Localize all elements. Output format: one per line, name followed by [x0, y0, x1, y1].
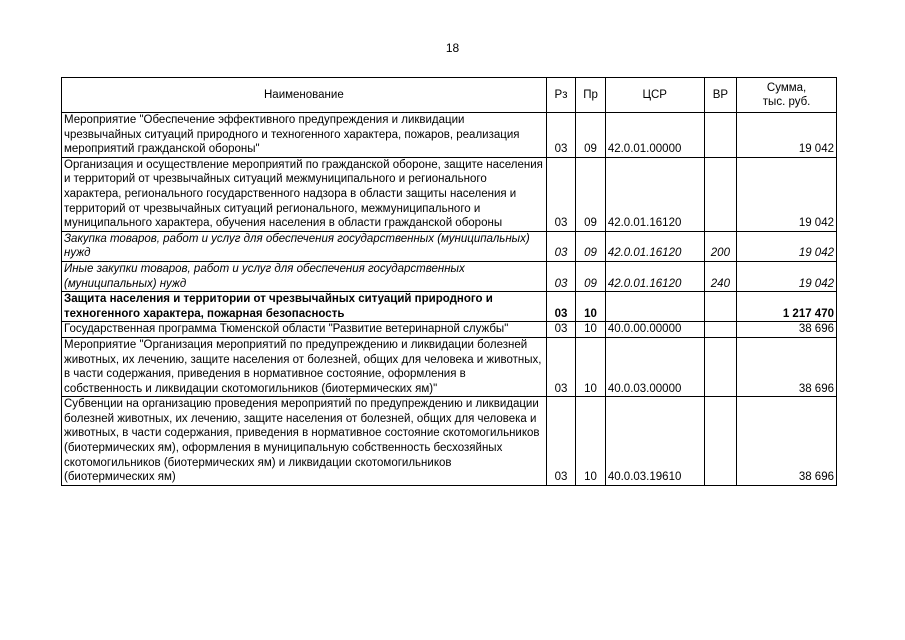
row-sum: 19 042 — [737, 113, 837, 158]
table-row — [62, 337, 837, 396]
row-vr — [704, 113, 737, 158]
row-vr: 200 — [704, 231, 737, 261]
table-row — [62, 397, 837, 486]
row-sum: 38 696 — [737, 322, 837, 338]
row-sum: 19 042 — [737, 157, 837, 231]
row-vr — [704, 337, 737, 396]
header-name: Наименование — [62, 78, 547, 113]
row-name: Организация и осуществление мероприятий по гражданской обороне, защите населения и территорий от чрезвычайных ситуаций межмуниципального и регионального характера, регионального государственного надзора в области защиты населения и территорий от чрезвычайных ситуаций регионального, межмуниципального и муниципального характера, обучения населения в области гражданской обороны — [62, 157, 547, 231]
budget-table — [61, 77, 837, 486]
row-sum: 19 042 — [737, 261, 837, 291]
row-vr — [704, 157, 737, 231]
row-rz: 03 — [546, 261, 576, 291]
row-csr — [605, 292, 704, 322]
row-pr: 10 — [576, 397, 606, 486]
row-csr: 40.0.00.00000 — [605, 322, 704, 338]
row-rz: 03 — [546, 292, 576, 322]
row-csr: 42.0.01.16120 — [605, 231, 704, 261]
row-sum: 1 217 470 — [737, 292, 837, 322]
row-name: Субвенции на организацию проведения мероприятий по предупреждению и ликвидации болезней животных, их лечению, защите населения от болезней, общих для человека и животных, в части содержания, приведения в нормативное состояние скотомогильников (биотермических ям), оформления в муниципальную собственность бесхозяйных скотомогильников (биотермических ям) и ликвидации скотомогильников (биотермических ям) — [62, 397, 547, 486]
row-pr: 09 — [576, 261, 606, 291]
row-csr: 40.0.03.19610 — [605, 397, 704, 486]
table-row — [62, 292, 837, 322]
header-sum — [737, 78, 837, 113]
row-csr: 42.0.01.00000 — [605, 113, 704, 158]
row-name: Государственная программа Тюменской области "Развитие ветеринарной службы" — [62, 322, 547, 338]
row-name: Закупка товаров, работ и услуг для обеспечения государственных (муниципальных) нужд — [62, 231, 547, 261]
page-number: 18 — [445, 41, 460, 55]
row-sum: 38 696 — [737, 337, 837, 396]
row-rz: 03 — [546, 157, 576, 231]
row-name: Мероприятие "Организация мероприятий по предупреждению и ликвидации болезней животных, их лечению, защите населения от болезней, общих для человека и животных, в части содержания, приведения в нормативное состояние, оформления в собственность и ликвидации скотомогильников (биотермических ям)" — [62, 337, 547, 396]
table-row — [62, 157, 837, 231]
row-vr: 240 — [704, 261, 737, 291]
table-row — [62, 231, 837, 261]
header-vr: ВР — [704, 78, 737, 113]
row-csr: 42.0.01.16120 — [605, 261, 704, 291]
row-pr: 09 — [576, 157, 606, 231]
row-name: Мероприятие "Обеспечение эффективного предупреждения и ликвидации чрезвычайных ситуаций природного и техногенного характера, пожаров, реализация мероприятий гражданской обороны" — [62, 113, 547, 158]
row-sum: 38 696 — [737, 397, 837, 486]
header-rz: Рз — [546, 78, 576, 113]
row-vr — [704, 292, 737, 322]
row-rz: 03 — [546, 231, 576, 261]
row-pr: 09 — [576, 113, 606, 158]
header-row — [62, 78, 837, 113]
row-pr: 10 — [576, 337, 606, 396]
row-pr: 10 — [576, 322, 606, 338]
row-pr: 10 — [576, 292, 606, 322]
row-rz: 03 — [546, 322, 576, 338]
table-row — [62, 113, 837, 158]
row-csr: 42.0.01.16120 — [605, 157, 704, 231]
row-rz: 03 — [546, 337, 576, 396]
header-csr: ЦСР — [605, 78, 704, 113]
table-row — [62, 322, 837, 338]
row-rz: 03 — [546, 113, 576, 158]
row-sum: 19 042 — [737, 231, 837, 261]
row-csr: 40.0.03.00000 — [605, 337, 704, 396]
header-pr: Пр — [576, 78, 606, 113]
row-pr: 09 — [576, 231, 606, 261]
header-sum-line1: Сумма, — [766, 82, 807, 94]
table-row — [62, 261, 837, 291]
row-name: Иные закупки товаров, работ и услуг для обеспечения государственных (муниципальных) нужд — [62, 261, 547, 291]
header-sum-line2: тыс. руб. — [762, 96, 811, 108]
row-rz: 03 — [546, 397, 576, 486]
row-vr — [704, 322, 737, 338]
row-name: Защита населения и территории от чрезвычайных ситуаций природного и техногенного характера, пожарная безопасность — [62, 292, 547, 322]
row-vr — [704, 397, 737, 486]
